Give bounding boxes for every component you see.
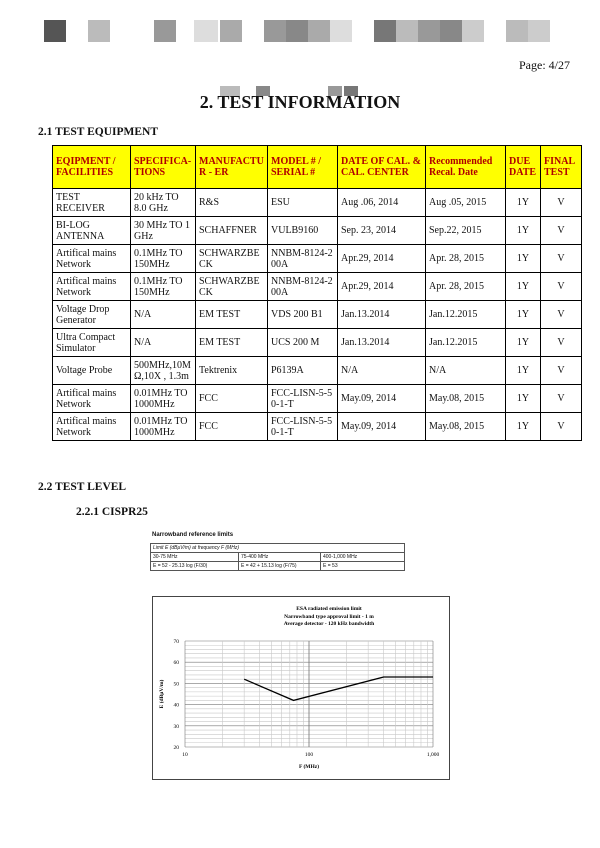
page-number: Page: 4/27 [519, 58, 570, 72]
x-tick-label: 100 [304, 752, 314, 758]
table-cell: V [541, 385, 582, 413]
table-cell: N/A [131, 301, 196, 329]
band-cell: 400-1,000 MHz [321, 553, 405, 562]
table-row [53, 385, 582, 413]
y-tick-label: 20 [173, 745, 179, 751]
table-cell: Jan.13.2014 [338, 301, 426, 329]
y-tick-label: 40 [173, 702, 179, 709]
table-cell: EM TEST [196, 329, 268, 357]
table-cell: 1Y [506, 217, 541, 245]
table-header-row [53, 146, 582, 189]
header-cell: DUE DATE [506, 146, 541, 189]
table-cell: May.08, 2015 [426, 385, 506, 413]
table-cell: 500MHz,10M Ω,10X , 1.3m [131, 357, 196, 385]
table-cell: SCHWARZBE CK [196, 273, 268, 301]
table-row [53, 189, 582, 217]
subsection-test-equipment: 2.1 TEST EQUIPMENT [38, 126, 159, 138]
table-cell: BI-LOG ANTENNA [53, 217, 131, 245]
section-title: 2. TEST INFORMATION [199, 92, 401, 112]
y-tick-label: 70 [173, 639, 179, 645]
table-cell: 1Y [506, 273, 541, 301]
table-cell: 1Y [506, 413, 541, 441]
subsection-test-level: 2.2 TEST LEVEL [38, 481, 127, 493]
table-cell: V [541, 245, 582, 273]
table-row [53, 245, 582, 273]
table-cell: P6139A [268, 357, 338, 385]
table-cell: Apr.29, 2014 [338, 273, 426, 301]
table-row [53, 217, 582, 245]
table-cell: May.08, 2015 [426, 413, 506, 441]
table-cell: 20 kHz TO 8.0 GHz [131, 189, 196, 217]
table-cell: N/A [426, 357, 506, 385]
table-cell: 1Y [506, 329, 541, 357]
table-row [53, 301, 582, 329]
table-cell: 0.01MHz TO 1000MHz [131, 413, 196, 441]
header-cell: FINAL TEST [541, 146, 582, 189]
table-cell: FCC [196, 385, 268, 413]
table-row [53, 413, 582, 441]
table-cell: 1Y [506, 385, 541, 413]
table-cell: V [541, 189, 582, 217]
table-cell: Apr.29, 2014 [338, 245, 426, 273]
blurred-header-logo [44, 20, 564, 46]
table-cell: Apr. 28, 2015 [426, 245, 506, 273]
table-cell: Jan.12.2015 [426, 329, 506, 357]
table-cell: Sep. 23, 2014 [338, 217, 426, 245]
table-cell: VULB9160 [268, 217, 338, 245]
table-cell: Voltage Drop Generator [53, 301, 131, 329]
table-cell: May.09, 2014 [338, 385, 426, 413]
equipment-table [52, 145, 582, 441]
table-cell: VDS 200 B1 [268, 301, 338, 329]
table-cell: SCHWARZBE CK [196, 245, 268, 273]
table-cell: Ultra Compact Simulator [53, 329, 131, 357]
table-cell: EM TEST [196, 301, 268, 329]
table-cell: V [541, 273, 582, 301]
y-tick-label: 30 [173, 723, 179, 730]
header-cell: MODEL # / SERIAL # [268, 146, 338, 189]
table-cell: Aug .06, 2014 [338, 189, 426, 217]
y-axis-label: E (dBμV/m) [159, 679, 165, 709]
table-cell: UCS 200 M [268, 329, 338, 357]
chart-svg [153, 597, 449, 779]
table-cell: FCC [196, 413, 268, 441]
header-cell: Recommended Recal. Date [426, 146, 506, 189]
table-cell: FCC-LISN-5-5 0-1-T [268, 413, 338, 441]
table-cell: 1Y [506, 301, 541, 329]
table-cell: Voltage Probe [53, 357, 131, 385]
band-cell: 30-75 MHz [151, 553, 239, 562]
table-row [53, 273, 582, 301]
table-cell: 0.1MHz TO 150MHz [131, 245, 196, 273]
chart-subtitle: Average detector - 120 kHz bandwidth [283, 621, 375, 627]
table-cell: Artifical mains Network [53, 385, 131, 413]
y-tick-label: 50 [173, 681, 179, 688]
table-cell: Artifical mains Network [53, 413, 131, 441]
band-cell: 75-400 MHz [239, 553, 321, 562]
y-tick-label: 60 [173, 660, 179, 667]
table-cell: Jan.12.2015 [426, 301, 506, 329]
table-cell: Apr. 28, 2015 [426, 273, 506, 301]
table-row [53, 357, 582, 385]
x-tick-label: 10 [182, 752, 188, 758]
header-cell: MANUFACTU R - ER [196, 146, 268, 189]
table-cell: 0.1MHz TO 150MHz [131, 273, 196, 301]
table-cell: 30 MHz TO 1 GHz [131, 217, 196, 245]
emission-limit-chart [152, 596, 450, 780]
table-cell: 0.01MHz TO 1000MHz [131, 385, 196, 413]
chart-title: ESA radiated emission limit [296, 606, 362, 612]
formula-cell: E = 53 [321, 562, 405, 571]
chart-subtitle: Narrowband type approval limit - 1 m [284, 614, 374, 620]
table-cell: N/A [131, 329, 196, 357]
table-cell: Jan.13.2014 [338, 329, 426, 357]
table-cell: Tektrenix [196, 357, 268, 385]
table-cell: V [541, 217, 582, 245]
table-cell: FCC-LISN-5-5 0-1-T [268, 385, 338, 413]
table-cell: N/A [338, 357, 426, 385]
table-cell: 1Y [506, 245, 541, 273]
narrowband-limits-table [150, 543, 405, 571]
formula-cell: E = 52 - 25.13 log (F/30) [151, 562, 239, 571]
table-cell: TEST RECEIVER [53, 189, 131, 217]
table-cell: V [541, 413, 582, 441]
table-cell: 1Y [506, 189, 541, 217]
x-tick-label: 1,000 [426, 752, 440, 758]
x-axis-label: F (MHz) [298, 764, 320, 770]
narrowband-caption: Limit E (dBμV/m) at frequency F (MHz) [151, 544, 405, 553]
table-cell: V [541, 357, 582, 385]
table-cell: NNBM-8124-2 00A [268, 273, 338, 301]
table-cell: Sep.22, 2015 [426, 217, 506, 245]
header-cell: SPECIFICA-TIONS [131, 146, 196, 189]
table-row [53, 329, 582, 357]
table-cell: 1Y [506, 357, 541, 385]
table-cell: V [541, 329, 582, 357]
table-cell: V [541, 301, 582, 329]
header-cell: DATE OF CAL. & CAL. CENTER [338, 146, 426, 189]
table-cell: NNBM-8124-2 00A [268, 245, 338, 273]
formula-cell: E = 42 + 15.13 log (F/75) [239, 562, 321, 571]
table-cell: May.09, 2014 [338, 413, 426, 441]
header-cell: EQIPMENT / FACILITIES [53, 146, 131, 189]
table-cell: Artifical mains Network [53, 245, 131, 273]
table-cell: Aug .05, 2015 [426, 189, 506, 217]
table-cell: Artifical mains Network [53, 273, 131, 301]
table-cell: SCHAFFNER [196, 217, 268, 245]
table-cell: ESU [268, 189, 338, 217]
table-cell: R&S [196, 189, 268, 217]
limit-line [244, 677, 433, 700]
subsection-cispr25: 2.2.1 CISPR25 [76, 506, 148, 518]
narrowband-title: Narrowband reference limits [152, 532, 234, 538]
